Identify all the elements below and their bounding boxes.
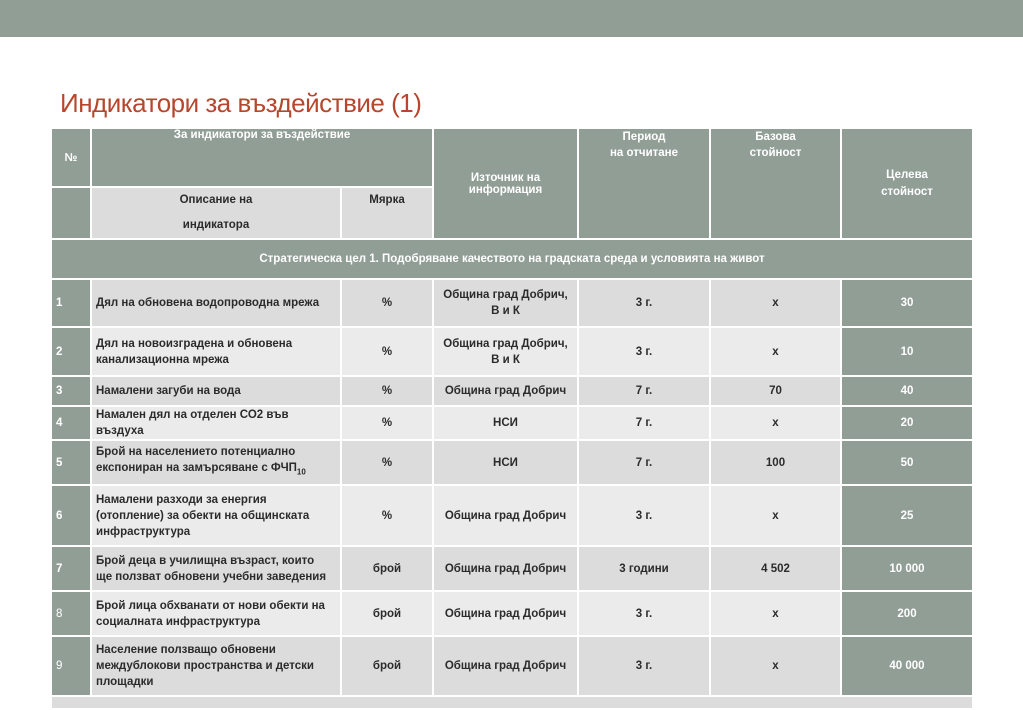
indicator-period: 3 г. bbox=[578, 327, 710, 376]
desc-line: Брой деца в училищна възраст, които bbox=[96, 554, 315, 567]
source-line: Община град Добрич, bbox=[443, 289, 568, 301]
table-row bbox=[51, 376, 973, 406]
row-number: 4 bbox=[51, 406, 91, 440]
indicators-table bbox=[50, 127, 974, 710]
row-number: 7 bbox=[51, 546, 91, 591]
page-title: Индикатори за въздействие (1) bbox=[60, 88, 422, 118]
indicator-period: 3 г. bbox=[578, 636, 710, 696]
header-base-line: Базова bbox=[755, 131, 796, 143]
table-row bbox=[51, 406, 973, 440]
row-number: 1 bbox=[51, 279, 91, 327]
indicator-description bbox=[91, 591, 341, 636]
indicator-target: 30 bbox=[841, 279, 973, 327]
header-num: № bbox=[51, 128, 91, 187]
source-line: Община град Добрич bbox=[444, 509, 567, 522]
source-line: Община град Добрич bbox=[444, 607, 567, 620]
indicator-target: 25 bbox=[841, 485, 973, 546]
indicator-base: х bbox=[710, 636, 841, 696]
row-number: 3 bbox=[51, 376, 91, 406]
header-description-line: Описание на bbox=[179, 194, 253, 206]
indicator-period: 7 г. bbox=[578, 440, 710, 485]
row-number: 6 bbox=[51, 485, 91, 546]
indicator-period: 7 г. bbox=[578, 406, 710, 440]
indicator-description bbox=[91, 546, 341, 591]
indicator-target: 10 000 bbox=[841, 546, 973, 591]
indicator-source bbox=[433, 485, 578, 546]
table-row bbox=[51, 485, 973, 546]
header-base bbox=[710, 128, 841, 239]
indicator-period: 7 г. bbox=[578, 376, 710, 406]
desc-subscript: 10 bbox=[296, 467, 306, 477]
indicator-target: 50 bbox=[841, 440, 973, 485]
indicator-target: 40 bbox=[841, 376, 973, 406]
indicator-base: х bbox=[710, 485, 841, 546]
indicator-description bbox=[91, 327, 341, 376]
indicator-source bbox=[433, 406, 578, 440]
table-row bbox=[51, 591, 973, 636]
source-line: Община град Добрич, bbox=[443, 337, 568, 350]
desc-line: социалната инфраструктура bbox=[96, 615, 260, 628]
indicator-source bbox=[433, 327, 578, 376]
table-row bbox=[51, 546, 973, 591]
indicator-base: х bbox=[710, 279, 841, 327]
header-source-line: информация bbox=[468, 183, 543, 196]
header-measure: Мярка bbox=[341, 187, 433, 239]
indicator-base: 4 502 bbox=[710, 546, 841, 591]
desc-line: Брой на населението потенциално bbox=[96, 446, 296, 459]
source-line: В и К bbox=[491, 353, 520, 366]
header-group: За индикатори за въздействие bbox=[91, 128, 433, 187]
desc-line: въздуха bbox=[96, 425, 144, 437]
indicator-description bbox=[91, 636, 341, 696]
source-line: Община град Добрич bbox=[444, 385, 567, 397]
indicator-source bbox=[433, 636, 578, 696]
source-line: НСИ bbox=[493, 417, 518, 429]
indicator-source bbox=[433, 440, 578, 485]
top-banner bbox=[0, 0, 1023, 37]
desc-line: Дял на новоизградена и обновена bbox=[96, 337, 293, 350]
header-source-line: Източник на bbox=[470, 171, 541, 184]
desc-line: междублокови пространства и детски bbox=[96, 660, 314, 672]
indicator-description bbox=[91, 406, 341, 440]
indicator-source bbox=[433, 591, 578, 636]
desc-line: инфраструктура bbox=[96, 525, 191, 538]
source-line: НСИ bbox=[493, 456, 518, 469]
indicator-target: 20 bbox=[841, 406, 973, 440]
row-number: 5 bbox=[51, 440, 91, 485]
indicator-measure: % bbox=[341, 327, 433, 376]
row-number: 9 bbox=[51, 636, 91, 696]
desc-line: Намалени загуби на вода bbox=[96, 385, 241, 397]
indicator-measure: брой bbox=[341, 546, 433, 591]
desc-line: канализационна мрежа bbox=[96, 353, 229, 366]
source-line: Община град Добрич bbox=[444, 660, 567, 672]
table-row bbox=[51, 440, 973, 485]
desc-line: Население ползващо обновени bbox=[96, 644, 276, 656]
indicator-period: 3 г. bbox=[578, 591, 710, 636]
indicator-source bbox=[433, 546, 578, 591]
header-period-line: на отчитане bbox=[609, 147, 679, 159]
indicator-measure: % bbox=[341, 279, 433, 327]
strategic-goal: Стратегическа цел 1. Подобряване качеството на градската среда и условията на живот bbox=[51, 239, 973, 279]
indicator-source bbox=[433, 279, 578, 327]
header-description-line: индикатора bbox=[182, 219, 250, 231]
table-footer bbox=[51, 696, 973, 709]
table-row bbox=[51, 327, 973, 376]
desc-line: Намалени разходи за енергия bbox=[96, 493, 267, 506]
indicator-base: х bbox=[710, 591, 841, 636]
header-target bbox=[841, 128, 973, 239]
header-num-blank bbox=[51, 187, 91, 239]
indicator-description bbox=[91, 440, 341, 485]
header-target-line: стойност bbox=[881, 185, 933, 198]
indicator-target: 200 bbox=[841, 591, 973, 636]
header-source bbox=[433, 128, 578, 239]
desc-line: Намален дял на отделен СО2 във bbox=[96, 409, 289, 421]
table-row bbox=[51, 279, 973, 327]
indicator-base: х bbox=[710, 327, 841, 376]
header-period bbox=[578, 128, 710, 239]
indicator-period: 3 г. bbox=[578, 279, 710, 327]
indicator-base: 100 bbox=[710, 440, 841, 485]
indicator-measure: брой bbox=[341, 636, 433, 696]
desc-line: площадки bbox=[96, 676, 154, 688]
indicator-measure: % bbox=[341, 376, 433, 406]
header-period-line: Период bbox=[622, 131, 666, 143]
indicator-period: 3 години bbox=[578, 546, 710, 591]
indicator-target: 40 000 bbox=[841, 636, 973, 696]
indicator-base: 70 bbox=[710, 376, 841, 406]
indicator-measure: % bbox=[341, 406, 433, 440]
indicator-base: х bbox=[710, 406, 841, 440]
indicator-period: 3 г. bbox=[578, 485, 710, 546]
indicator-measure: брой bbox=[341, 591, 433, 636]
desc-line: експониран на замърсяване с ФЧП bbox=[96, 462, 297, 475]
header-target-line: Целева bbox=[886, 168, 928, 181]
desc-line: ще ползват обновени учебни заведения bbox=[96, 570, 327, 583]
header-description bbox=[91, 187, 341, 239]
source-line: В и К bbox=[491, 305, 520, 317]
indicator-description bbox=[91, 376, 341, 406]
source-line: Община град Добрич bbox=[444, 562, 567, 575]
desc-line: (отопление) за обекти на общинската bbox=[96, 509, 310, 522]
row-number: 2 bbox=[51, 327, 91, 376]
indicator-description bbox=[91, 485, 341, 546]
row-number: 8 bbox=[51, 591, 91, 636]
indicator-source bbox=[433, 376, 578, 406]
table-row bbox=[51, 636, 973, 696]
indicator-measure: % bbox=[341, 485, 433, 546]
header-base-line: стойност bbox=[749, 147, 802, 159]
indicator-measure: % bbox=[341, 440, 433, 485]
indicator-target: 10 bbox=[841, 327, 973, 376]
indicator-description bbox=[91, 279, 341, 327]
desc-line: Брой лица обхванати от нови обекти на bbox=[96, 599, 325, 612]
desc-line: Дял на обновена водопроводна мрежа bbox=[96, 297, 320, 309]
